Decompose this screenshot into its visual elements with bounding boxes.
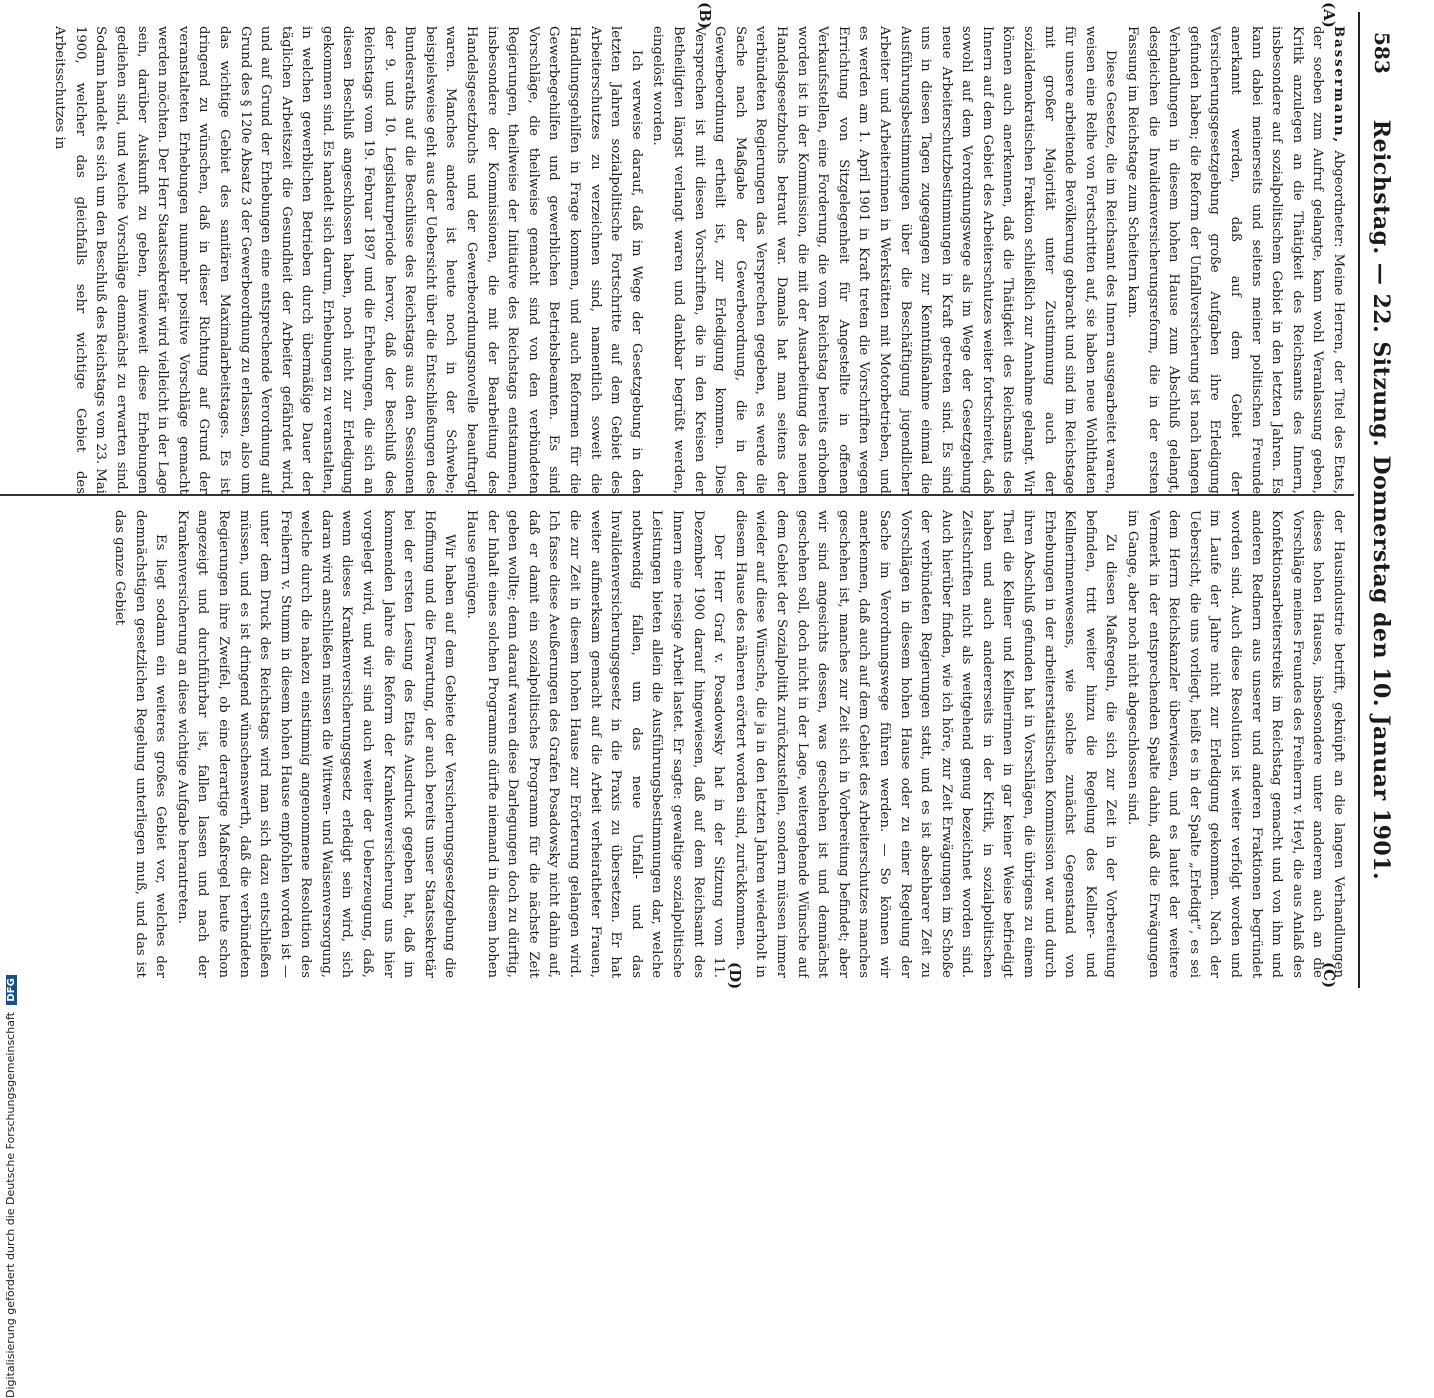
margin-marker-d: (D) — [726, 962, 744, 990]
margin-marker-a: (A) — [1320, 2, 1338, 28]
paragraph: Diese Gesetze, die im Reichsamt des Innern ausgearbeitet waren, weisen eine Reihe von Fortschritten auf, sie haben neue Wohlthaten für unsere arbeitende Bevölkerung gebracht und sind im Reichstage mit großer Majorität unter Zustimmung auch der sozialdemokratischen Fraktion schließlich zur Annahme gelangt. Wir können auch anerkennen, daß die Thätigkeit des Reichsamts des Innern auf dem Gebiet des Arbeiterschutzes weiter fortschreitet, daß sowohl auf dem Verordnungswege als im Wege der Gesetzgebung neue Arbeiterschutzbestimmungen in Kraft getreten sind. Es sind uns in diesen Tagen zugegangen zur Kenntnißnahme einmal die Ausführungsbestimmungen über die Beschäftigung jugendlicher Arbeiter und Arbeiterinnen in Werkstätten mit Motorbetrieben, und es werden am 1. April 1901 in Kraft treten die Vorschriften wegen Errichtung von Sitzgelegenheit für Angestellte in offenen Verkaufsstellen, eine Forderung, die vom Reichstag bereits erhoben worden ist in der Kommission, die mit der Ausarbeitung des neuen Handelsgesetzbuchs betraut war. Damals hat man seitens der verbündeten Regierungen das Versprechen gegeben, es werde die Sache nach Maßgabe der Gewerbeordnung, die in der Gewerbeordnung ertheilt ist, zur Erledigung kommen. Dies Versprechen ist mit diesen Vorschriften, die in den Kreisen der Betheiligten längst verlangt waren und dankbar begrüßt werden, eingelöst worden. — [650, 26, 1119, 494]
margin-marker-b: (B) — [696, 2, 714, 29]
paragraph-text: Abgeordneter: Meine Herren, der Titel des Etats, der soeben zum Aufruf gelangte, kann wohl Veranlassung geben, Kritik anzulegen an die Thätigkeit des Reichsamts des Innern, insbesondere auf sozialpolitischem Gebiet in den letzten Jahren. Es kann dabei meinerseits und seitens meiner politischen Freunde anerkannt werden, daß auf dem Gebiet der Versicherungsgesetzgebung große Aufgaben ihre Erledigung gefunden haben; die Reform der Unfallversicherung ist nach langen Verhandlungen in diesem hohen Hause zum Abschluß gelangt, desgleichen die Invalidenversicherungsreform, die in der ersten Fassung im Reichstage zum Scheitern kam. — [1125, 26, 1346, 494]
speaker-name: Bassermann, — [1331, 26, 1346, 145]
paragraph: Es liegt sodann ein weiteres großes Gebiet vor, welches der demnächstigen gesetzlichen Regelung unterliegen muß, und das ist das ganze Gebiet — [111, 510, 169, 978]
paragraph: Der Herr Graf v. Posadowsky hat in der Sitzung vom 11. Dezember 1900 darauf hingewiesen, daß auf dem Reichsamt des Innern eine riesige Arbeit lastet. Er sagte: gewaltige sozialpolitische Leistungen bieten allein die Ausführungsbestimmungen dar, welche nothwendig fallen, um das neue Unfall- und das Invalidenversicherungsgesetz in die Praxis zu übersetzen. Er hat weiter aufmerksam gemacht auf die Arbeit verheiratheter Frauen, die zur Zeit in diesem hohen Hause zur Erörterung gelangen wird. Ich fasse diese Aeußerungen des Grafen Posadowsky nicht dahin auf, daß er damit ein sozialpolitisches Programm für die nächste Zeit geben wollte; denn darauf waren diese Darlegungen doch zu dürftig, der Inhalt eines solchen Programms dürfte niemand in diesem hohen Hause genügen. — [464, 510, 727, 978]
column-divider — [0, 494, 1354, 496]
margin-marker-c: (C) — [1320, 962, 1338, 989]
paragraph: Zu diesen Maßregeln, die sich zur Zeit in der Vorbereitung befinden, tritt weiter hinzu die Regelung des Kellner- und Kellnerinnenwesens, wie solche zunächst Gegenstand von Erhebungen in der arbeiterstatistischen Kommission war und durch ihren Abschluß gefunden hat in Vorschlägen, die übrigens zu einem Theil die Kellner und Kellnerinnen in gar keiner Weise befriedigt haben und auch andererseits in der Kritik, in sozialpolitischen Zeitschriften nicht als weitgehend genug bezeichnet worden sind. Auch hierüber finden, wie ich höre, zur Zeit Erwägungen im Schoße der verbündeten Regierungen statt, und es ist absehbarer Zeit zu Vorschlägen in diesem hohen Hause oder zu einer Regelung der Sache im Verordnungswege führen werden. — So können wir anerkennen, daß auch auf dem Gebiet des Arbeiterschutzes manches geschehen ist, manches zur Zeit sich in Vorbereitung befindet; aber wir sind angesichts dessen, was geschehen ist und demnächst geschehen soll, doch nicht in der Lage, weitergehende Wünsche auf dem Gebiet der Sozialpolitik zurückzustellen, sondern müssen immer wieder auf diese Wünsche, die ja in den letzten Jahren wiederholt in diesem Hause des näheren erörtert worden sind, zurückkommen. — [732, 510, 1119, 978]
page-title: Reichstag. — 22. Sitzung. Donnerstag den 10. Januar 1901. — [1368, 119, 1394, 881]
right-column — [18, 510, 1348, 978]
dfg-logo: DFG — [6, 975, 17, 1004]
digitization-credit — [4, 975, 17, 1398]
page-number: 583 — [1370, 32, 1394, 74]
paragraph: Wir haben auf dem Gebiete der Versicherungsgesetzgebung die Hoffnung und die Erwartung, der auch bereits unser Staatssekretär bei der ersten Lesung des Etats Ausdruck gegeben hat, daß im kommenden Jahre die Reform der Krankenversicherung uns hier vorgelegt wird, und wir sind auch weiter der Ueberzeugung, daß, wenn dieses Krankenversicherungsgesetz erledigt sein wird, sich daran wird anschließen müssen die Wittwen- und Waisenversorgung, welche durch die nahezu einstimmig angenommene Resolution des Freiherrn v. Stumm in diesem hohen Hause empfohlen worden ist — unter dem Druck des Reichstags wird man sich dazu entschließen müssen, und es ist dringend wünschenswerth, daß die verbündeten Regierungen ihre Zweifel, ob eine derartige Maßregel heute schon angezeigt und durchführbar ist, fallen lassen und nach der Krankenversicherung an diese wichtige Aufgabe herantreten. — [174, 510, 458, 978]
page-header — [1358, 12, 1400, 988]
credit-text: Digitalisierung gefördert durch die Deutsche Forschungsgemeinschaft — [4, 1012, 17, 1398]
paragraph — [1121, 26, 1348, 494]
paragraph: der Hausindustrie betrifft, geknüpft an die langen Verhandlungen dieses hohen Hauses, insbesondere unter anderem auch an die Vorschläge meines Freundes des Freiherrn v. Heyl, die aus Anlaß des Konfektionsarbeiterstreiks im Reichstag gemacht und von ihm und anderen Rednern aus unserer und anderen Fraktionen begründet worden sind. Auch diese Resolution ist weiter verfolgt worden und im Laufe der Jahre nicht zur Erledigung gekommen. Nach der Uebersicht, die uns vorliegt, heißt es in der Spalte „Erledigt“, es sei dem Herrn Reichskanzler überwiesen, und es lautet der weitere Vermerk in der entsprechenden Spalte dahin, daß die Erwägungen im Gange, aber noch nicht abgeschlossen sind. — [1125, 510, 1346, 978]
paragraph: Ich verweise darauf, daß im Wege der Gesetzgebung in den letzten Jahren sozialpolitische Fortschritte auf dem Gebiet des Arbeiterschutzes zu verzeichnen sind, namentlich soweit die Handlungsgehilfen in Frage kommen, und auch Reformen für die Gewerbegehilfen und gewerblichen Betriebsbeamten. Es sind Vorschläge, die theilweise gemacht sind von den verbündeten Regierungen, theilweise der Initiative des Reichstags entstammen, insbesondere der Kommissionen, die mit der Bearbeitung des Handelsgesetzbuchs und der Gewerbeordnungsnovelle beauftragt waren. Manches andere ist heute noch in der Schwebe; beispielsweise geht aus der Uebersicht über die Entschließungen des Bundesraths auf die Beschlüsse des Reichstags aus den Sessionen der 9. und 10. Legislaturperiode hervor, daß der Beschluß des Reichstags vom 19. Februar 1897 und die Erhebungen, die sich an diesen Beschluß angeschlossen haben, noch nicht zur Erledigung gekommen sind. Es handelt sich darum, Erhebungen zu veranstalten, in welchen gewerblichen Betrieben durch übermäßige Dauer der täglichen Arbeitszeit die Gesundheit der Arbeiter gefährdet wird, und auf Grund der Erhebungen eine entsprechende Verordnung auf Grund des § 120e Absatz 3 der Gewerbeordnung zu erlassen, also um das wichtige Gebiet des sanitären Maximalarbeitstages. Es ist dringend zu wünschen, daß in dieser Richtung auf Grund der veranstalteten Erhebungen nunmehr positive Vorschläge gemacht werden möchten. Der Herr Staatssekretär wird vielleicht in der Lage sein, darüber Auskunft zu geben, inwieweit diese Erhebungen gediehen sind, und welche Vorschläge demnächst zu erwarten sind. Sodann handelt es sich um den Beschluß des Reichstags vom 23. Mai 1900, welcher das gleichfalls sehr wichtige Gebiet des Arbeitsschutzes in — [52, 26, 644, 494]
left-column — [18, 26, 1348, 494]
